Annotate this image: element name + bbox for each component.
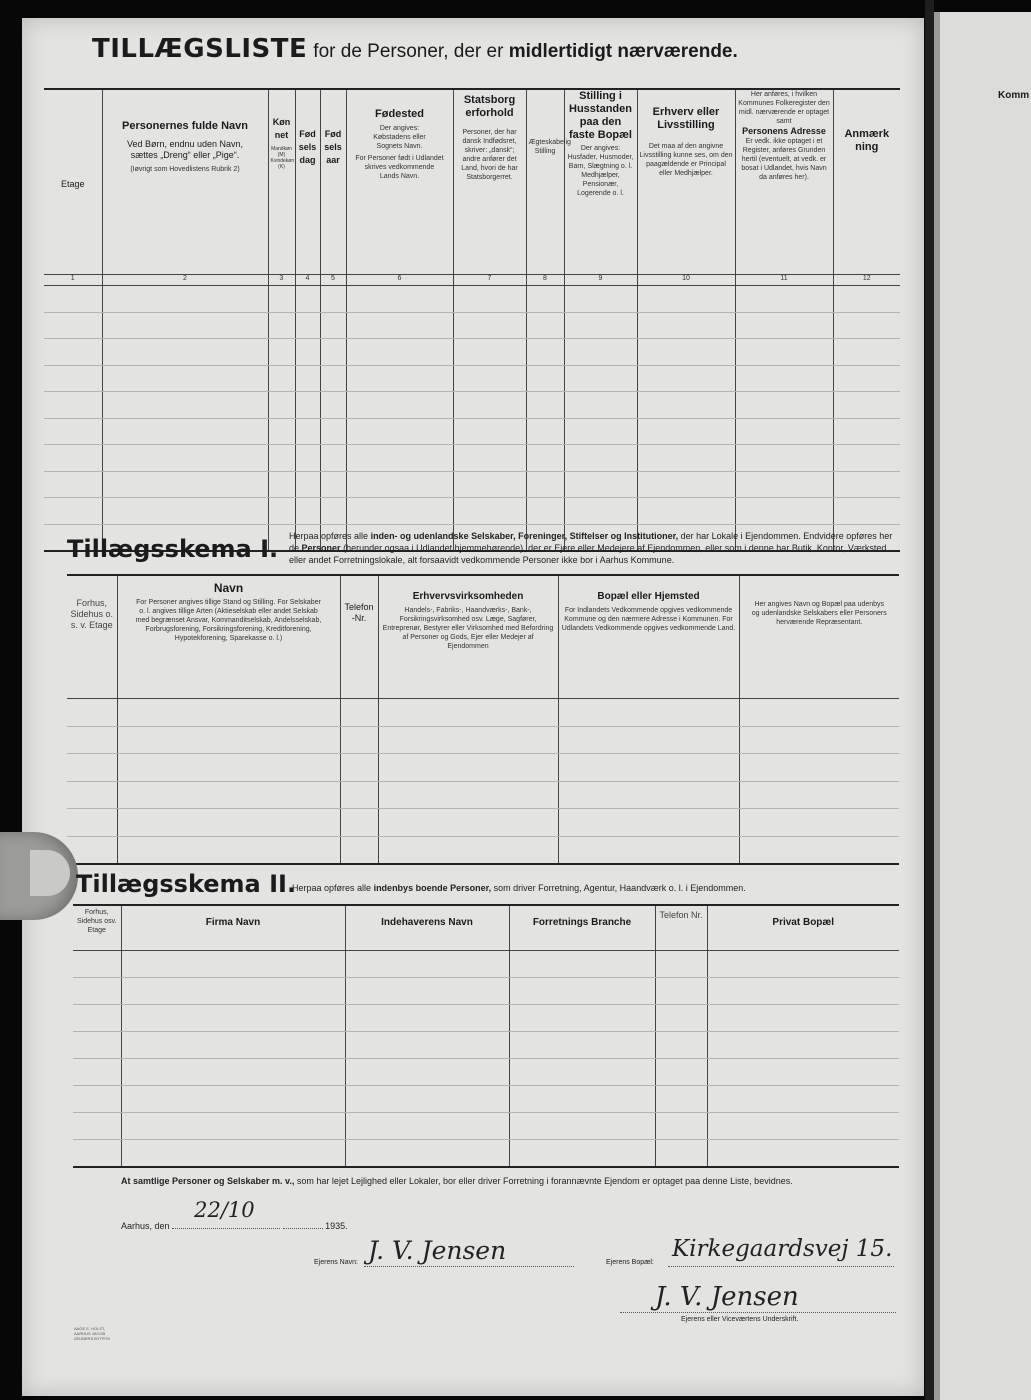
col-personens-adresse: Her anføres, i hvilken Kommunes Folkeregister den midl. nærværende er optaget samt Personens Adresse Er vedk. ikke optaget i et Register, anføres Grunden hertil (eventuelt, at vedk. er bosat i Udlandet, hvis Navn da anføres her). xyxy=(735,89,833,275)
col-erhverv: Erhverv eller Livsstilling Det maa af den angivne Livsstilling kunne ses, om den paagældende er Principal eller Medhjælper. xyxy=(637,89,735,275)
col-aegteskabelig: Ægteskabelig Stilling xyxy=(526,89,564,275)
table-row xyxy=(44,445,900,472)
table-cell[interactable] xyxy=(320,339,346,366)
table-cell[interactable] xyxy=(564,365,637,392)
table-row xyxy=(44,365,900,392)
table-cell[interactable] xyxy=(295,498,320,525)
table-row xyxy=(67,836,899,864)
table-row xyxy=(73,1005,899,1032)
table-cell[interactable] xyxy=(526,392,564,419)
table-cell[interactable] xyxy=(526,498,564,525)
table-cell[interactable] xyxy=(707,1059,899,1086)
table-cell[interactable] xyxy=(526,471,564,498)
table-cell[interactable] xyxy=(453,365,526,392)
table-cell[interactable] xyxy=(509,1059,655,1086)
table-cell[interactable] xyxy=(655,1059,707,1086)
table-cell[interactable] xyxy=(564,312,637,339)
table-cell[interactable] xyxy=(346,418,453,445)
table-cell[interactable] xyxy=(526,445,564,472)
table-cell[interactable] xyxy=(102,418,268,445)
table-cell[interactable] xyxy=(102,286,268,313)
table-row xyxy=(73,1113,899,1140)
table-cell[interactable] xyxy=(268,418,295,445)
table-cell[interactable] xyxy=(739,754,899,782)
table-cell[interactable] xyxy=(73,1059,121,1086)
table-cell[interactable] xyxy=(637,312,735,339)
skema1-description: Herpaa opføres alle inden- og udenlandske Selskaber, Foreninger, Stiftelser og Institutioner, der har Lokale i Ejendommen. Endvidere opføres her de Personer (herunder ogsaa i Udlandet hjemmehørende), der er Ejere eller Medejere af Ejendommen, eller som i denne har Butik, Kontor, Værksted eller andet Forretningslokale, alt forsaavidt vedkommende Personer ikke bor i Aarhus Kommune. xyxy=(289,531,893,565)
table-cell[interactable] xyxy=(453,445,526,472)
table-cell[interactable] xyxy=(73,978,121,1005)
signature-handwriting: J. V. Jensen xyxy=(655,1282,799,1312)
table-cell[interactable] xyxy=(67,781,117,809)
table-cell[interactable] xyxy=(121,1140,345,1168)
table-cell[interactable] xyxy=(564,286,637,313)
table-cell[interactable] xyxy=(295,312,320,339)
table-cell[interactable] xyxy=(320,286,346,313)
col-number: 7 xyxy=(453,275,526,286)
table-cell[interactable] xyxy=(121,1005,345,1032)
table-cell[interactable] xyxy=(44,445,102,472)
table-cell[interactable] xyxy=(346,445,453,472)
footer-date-line: Aarhus, den 22/10 1935. xyxy=(121,1198,348,1231)
col-foedested: Fødested Der angives: Købstadens eller Sognets Navn. For Personer født i Udlandet skrives vedkommende Lands Navn. xyxy=(346,89,453,275)
table-cell[interactable] xyxy=(44,365,102,392)
table-cell[interactable] xyxy=(378,809,558,837)
owner-name-handwriting: J. V. Jensen xyxy=(368,1236,507,1265)
signature-label: Ejerens eller Viceværtens Underskrift. xyxy=(681,1316,799,1323)
table-cell[interactable] xyxy=(655,1005,707,1032)
table-cell[interactable] xyxy=(378,699,558,727)
main-list-rows xyxy=(44,286,900,552)
table-cell[interactable] xyxy=(509,1086,655,1113)
table-cell[interactable] xyxy=(735,286,833,313)
col-navn: Personernes fulde Navn Ved Børn, endnu uden Navn, sættes „Dreng“ eller „Pige“. (Iøvrigt som Hovedlistens Rubrik 2) xyxy=(102,89,268,275)
table-cell[interactable] xyxy=(121,1113,345,1140)
table-cell[interactable] xyxy=(102,365,268,392)
table-cell[interactable] xyxy=(735,445,833,472)
table-cell[interactable] xyxy=(117,754,340,782)
table-cell[interactable] xyxy=(295,286,320,313)
table-cell[interactable] xyxy=(453,392,526,419)
table-cell[interactable] xyxy=(526,365,564,392)
table-cell[interactable] xyxy=(117,809,340,837)
table-cell[interactable] xyxy=(833,312,900,339)
table-cell[interactable] xyxy=(320,392,346,419)
table-cell[interactable] xyxy=(509,978,655,1005)
table-cell[interactable] xyxy=(739,836,899,864)
table-cell[interactable] xyxy=(558,726,739,754)
table-cell[interactable] xyxy=(117,726,340,754)
table-row xyxy=(73,1086,899,1113)
s1-col-telefon: Telefon-Nr. xyxy=(340,575,378,699)
col-foedselsaar: Fødselsaar xyxy=(320,89,346,275)
table-cell[interactable] xyxy=(707,951,899,978)
table-cell[interactable] xyxy=(707,1086,899,1113)
table-cell[interactable] xyxy=(564,392,637,419)
table-cell[interactable] xyxy=(340,781,378,809)
table-cell[interactable] xyxy=(345,1086,509,1113)
table-cell[interactable] xyxy=(453,312,526,339)
table-cell[interactable] xyxy=(346,286,453,313)
table-cell[interactable] xyxy=(558,809,739,837)
table-cell[interactable] xyxy=(44,286,102,313)
table-cell[interactable] xyxy=(735,365,833,392)
table-cell[interactable] xyxy=(509,1032,655,1059)
table-cell[interactable] xyxy=(637,471,735,498)
s2-col-telefon: Telefon Nr. xyxy=(655,905,707,951)
col-number: 12 xyxy=(833,275,900,286)
table-cell[interactable] xyxy=(735,312,833,339)
main-list-table xyxy=(44,88,900,552)
col-number: 10 xyxy=(637,275,735,286)
s1-col-bopael: Bopæl eller Hjemsted For Indlandets Vedkommende opgives vedkommende Kommune og den nærmere Adresse i Kommunen. For Udlandets Vedkommende opgives vedkommende Land. xyxy=(558,575,739,699)
s1-col-repraesentant: Her angives Navn og Bopæl paa udenbys og udenlandske Selskabers eller Personers herværende Repræsentant. xyxy=(739,575,899,699)
col-number: 5 xyxy=(320,275,346,286)
table-cell[interactable] xyxy=(739,699,899,727)
table-cell[interactable] xyxy=(268,498,295,525)
table-cell[interactable] xyxy=(102,498,268,525)
table-cell[interactable] xyxy=(453,418,526,445)
col-foedselsdag: Fødselsdag xyxy=(295,89,320,275)
table-cell[interactable] xyxy=(707,1140,899,1168)
table-cell[interactable] xyxy=(509,951,655,978)
table-cell[interactable] xyxy=(558,836,739,864)
table-cell[interactable] xyxy=(73,1140,121,1168)
skema2-rows xyxy=(73,951,899,1168)
table-cell[interactable] xyxy=(320,471,346,498)
table-cell[interactable] xyxy=(833,498,900,525)
s1-col-navn: Navn For Personer angives tillige Stand og Stilling. For Selskaber o. l. angives tillige Arten (Aktieselskab eller andet Selskab med begrænset Ansvar, Kommanditselskab, Andelsselskab, Forbrugsforening, Forsikringsforening, Kreditforening, Hypotekforening, Sparekasse o. l.) xyxy=(117,575,340,699)
s2-col-indehaver: Indehaverens Navn xyxy=(345,905,509,951)
table-cell[interactable] xyxy=(73,1005,121,1032)
table-row xyxy=(67,781,899,809)
table-cell[interactable] xyxy=(44,418,102,445)
table-cell[interactable] xyxy=(345,951,509,978)
table-cell[interactable] xyxy=(637,286,735,313)
table-cell[interactable] xyxy=(655,978,707,1005)
table-cell[interactable] xyxy=(295,445,320,472)
table-cell[interactable] xyxy=(453,471,526,498)
owner-name-label: Ejerens Navn: xyxy=(314,1259,358,1266)
table-cell[interactable] xyxy=(655,1113,707,1140)
table-cell[interactable] xyxy=(346,498,453,525)
table-cell[interactable] xyxy=(739,726,899,754)
table-cell[interactable] xyxy=(320,498,346,525)
table-cell[interactable] xyxy=(655,1032,707,1059)
table-cell[interactable] xyxy=(102,471,268,498)
s2-col-etage: Forhus, Sidehus osv. Etage xyxy=(73,905,121,951)
col-number: 6 xyxy=(346,275,453,286)
footer-statement: At samtlige Personer og Selskaber m. v., som har lejet Lejlighed eller Lokaler, bor eller driver Forretning i forannævnte Ejendom er optaget paa denne Liste, bevidnes. xyxy=(121,1176,793,1186)
table-cell[interactable] xyxy=(44,471,102,498)
table-row xyxy=(73,951,899,978)
table-row xyxy=(44,392,900,419)
table-cell[interactable] xyxy=(526,312,564,339)
col-number: 11 xyxy=(735,275,833,286)
table-cell[interactable] xyxy=(268,339,295,366)
table-cell[interactable] xyxy=(67,726,117,754)
table-cell[interactable] xyxy=(526,286,564,313)
skema2-table xyxy=(73,904,899,1168)
col-number: 9 xyxy=(564,275,637,286)
skema2-title: Tillægsskema II. xyxy=(76,870,297,898)
table-cell[interactable] xyxy=(340,726,378,754)
table-cell[interactable] xyxy=(739,781,899,809)
table-row xyxy=(73,1140,899,1168)
table-cell[interactable] xyxy=(655,951,707,978)
table-cell[interactable] xyxy=(655,1140,707,1168)
table-cell[interactable] xyxy=(73,1113,121,1140)
table-cell[interactable] xyxy=(268,365,295,392)
skema1-title: Tillægsskema I. xyxy=(67,535,279,563)
table-cell[interactable] xyxy=(121,1032,345,1059)
table-row xyxy=(44,418,900,445)
col-number: 2 xyxy=(102,275,268,286)
table-cell[interactable] xyxy=(67,699,117,727)
table-cell[interactable] xyxy=(117,836,340,864)
col-anmaerkning: Anmærkning xyxy=(833,89,900,275)
table-cell[interactable] xyxy=(564,471,637,498)
table-row xyxy=(67,726,899,754)
table-cell[interactable] xyxy=(637,418,735,445)
main-title xyxy=(92,34,738,64)
col-number: 4 xyxy=(295,275,320,286)
col-number: 8 xyxy=(526,275,564,286)
table-cell[interactable] xyxy=(345,1059,509,1086)
table-cell[interactable] xyxy=(73,1086,121,1113)
table-cell[interactable] xyxy=(345,1140,509,1168)
table-cell[interactable] xyxy=(378,836,558,864)
table-cell[interactable] xyxy=(320,365,346,392)
table-cell[interactable] xyxy=(453,286,526,313)
table-cell[interactable] xyxy=(67,809,117,837)
table-cell[interactable] xyxy=(345,1005,509,1032)
table-cell[interactable] xyxy=(637,339,735,366)
table-cell[interactable] xyxy=(833,392,900,419)
table-cell[interactable] xyxy=(655,1086,707,1113)
table-cell[interactable] xyxy=(833,418,900,445)
table-cell[interactable] xyxy=(320,418,346,445)
table-cell[interactable] xyxy=(121,1059,345,1086)
table-cell[interactable] xyxy=(564,445,637,472)
table-cell[interactable] xyxy=(833,365,900,392)
skema2-description: Herpaa opføres alle indenbys boende Personer, som driver Forretning, Agentur, Haandværk o. l. i Ejendommen. xyxy=(292,883,746,893)
col-etage: Etage xyxy=(44,89,102,275)
main-title-big: TILLÆGSLISTE xyxy=(92,34,308,64)
table-cell[interactable] xyxy=(564,339,637,366)
table-cell[interactable] xyxy=(345,978,509,1005)
table-cell[interactable] xyxy=(707,1005,899,1032)
table-cell[interactable] xyxy=(833,445,900,472)
owner-address-label: Ejerens Bopæl: xyxy=(606,1259,654,1266)
table-cell[interactable] xyxy=(268,445,295,472)
table-cell[interactable] xyxy=(558,754,739,782)
table-cell[interactable] xyxy=(833,339,900,366)
table-cell[interactable] xyxy=(346,339,453,366)
main-title-bold: midlertidigt nærværende. xyxy=(508,41,738,62)
table-cell[interactable] xyxy=(44,312,102,339)
table-cell[interactable] xyxy=(121,951,345,978)
table-cell[interactable] xyxy=(509,1113,655,1140)
table-cell[interactable] xyxy=(44,339,102,366)
table-cell[interactable] xyxy=(44,392,102,419)
table-cell[interactable] xyxy=(295,392,320,419)
table-row xyxy=(44,286,900,313)
table-cell[interactable] xyxy=(637,392,735,419)
skema1-table xyxy=(67,574,899,865)
table-cell[interactable] xyxy=(102,392,268,419)
table-cell[interactable] xyxy=(340,699,378,727)
table-cell[interactable] xyxy=(268,471,295,498)
table-cell[interactable] xyxy=(102,339,268,366)
table-cell[interactable] xyxy=(67,754,117,782)
s2-col-privat-bopael: Privat Bopæl xyxy=(707,905,899,951)
table-cell[interactable] xyxy=(340,836,378,864)
table-cell[interactable] xyxy=(73,951,121,978)
table-cell[interactable] xyxy=(345,1113,509,1140)
table-cell[interactable] xyxy=(526,339,564,366)
table-cell[interactable] xyxy=(73,1032,121,1059)
table-cell[interactable] xyxy=(453,498,526,525)
table-cell[interactable] xyxy=(833,471,900,498)
table-cell[interactable] xyxy=(637,498,735,525)
handwritten-date: 22/10 xyxy=(194,1198,255,1222)
table-cell[interactable] xyxy=(340,754,378,782)
table-cell[interactable] xyxy=(346,312,453,339)
col-number: 1 xyxy=(44,275,102,286)
table-cell[interactable] xyxy=(564,418,637,445)
table-cell[interactable] xyxy=(345,1032,509,1059)
col-koennet: Kønnet Mandkøn (M) Kvindekøn (K) xyxy=(268,89,295,275)
table-cell[interactable] xyxy=(121,1086,345,1113)
table-cell[interactable] xyxy=(453,339,526,366)
table-cell[interactable] xyxy=(102,312,268,339)
table-cell[interactable] xyxy=(735,418,833,445)
table-row xyxy=(67,699,899,727)
table-cell[interactable] xyxy=(117,699,340,727)
table-cell[interactable] xyxy=(295,418,320,445)
table-cell[interactable] xyxy=(735,339,833,366)
table-cell[interactable] xyxy=(707,1113,899,1140)
table-cell[interactable] xyxy=(340,809,378,837)
table-cell[interactable] xyxy=(378,726,558,754)
facing-page xyxy=(934,12,1031,1400)
table-row xyxy=(73,1059,899,1086)
table-cell[interactable] xyxy=(564,498,637,525)
table-cell[interactable] xyxy=(735,471,833,498)
table-cell[interactable] xyxy=(295,471,320,498)
skema1-rows xyxy=(67,699,899,865)
table-cell[interactable] xyxy=(295,339,320,366)
s2-col-firma: Firma Navn xyxy=(121,905,345,951)
table-cell[interactable] xyxy=(509,1140,655,1168)
col-stilling-husstand: Stilling i Husstanden paa den faste Bopæl Der angives: Husfader, Husmoder, Barn, Slægtning o. l. Medhjælper, Pensionær, Logerende o. l. xyxy=(564,89,637,275)
table-row xyxy=(67,809,899,837)
table-row xyxy=(44,339,900,366)
table-cell[interactable] xyxy=(346,471,453,498)
table-row xyxy=(44,498,900,525)
table-row xyxy=(67,754,899,782)
table-cell[interactable] xyxy=(346,365,453,392)
table-cell[interactable] xyxy=(833,286,900,313)
table-row xyxy=(73,1032,899,1059)
table-row xyxy=(44,312,900,339)
table-cell[interactable] xyxy=(117,781,340,809)
table-cell[interactable] xyxy=(378,781,558,809)
table-cell[interactable] xyxy=(378,754,558,782)
s2-col-branche: Forretnings Branche xyxy=(509,905,655,951)
facing-page-fragment: Komm xyxy=(998,90,1030,101)
main-title-pre: for de Personer, der er xyxy=(313,41,504,62)
table-cell[interactable] xyxy=(121,978,345,1005)
table-row xyxy=(73,978,899,1005)
table-cell[interactable] xyxy=(735,498,833,525)
table-cell[interactable] xyxy=(320,312,346,339)
table-cell[interactable] xyxy=(558,699,739,727)
table-cell[interactable] xyxy=(44,498,102,525)
table-cell[interactable] xyxy=(707,978,899,1005)
table-cell[interactable] xyxy=(637,445,735,472)
printer-imprint: AAGE E. HOLST, AARHUS JACOB ZEUNERS BYTRYK xyxy=(74,1326,111,1341)
table-cell[interactable] xyxy=(102,445,268,472)
table-cell[interactable] xyxy=(268,392,295,419)
table-cell[interactable] xyxy=(707,1032,899,1059)
table-cell[interactable] xyxy=(637,365,735,392)
table-cell[interactable] xyxy=(526,418,564,445)
table-cell[interactable] xyxy=(268,312,295,339)
owner-address-handwriting: Kirkegaardsvej 15. xyxy=(672,1236,893,1262)
table-row xyxy=(44,471,900,498)
col-statsborgerforhold: Statsborgerforhold Personer, der har dansk Indfødsret, skriver: „dansk“; andre anfører det Land, hvori de har Statsborgerret. xyxy=(453,89,526,275)
book-spine xyxy=(925,0,934,1400)
table-cell[interactable] xyxy=(558,781,739,809)
table-cell[interactable] xyxy=(346,392,453,419)
col-number: 3 xyxy=(268,275,295,286)
table-cell[interactable] xyxy=(268,286,295,313)
table-cell[interactable] xyxy=(320,445,346,472)
table-cell[interactable] xyxy=(509,1005,655,1032)
table-cell[interactable] xyxy=(739,809,899,837)
table-cell[interactable] xyxy=(735,392,833,419)
s1-col-etage: Forhus, Sidehus o. s. v. Etage xyxy=(67,575,117,699)
s1-col-erhverv: Erhvervsvirksomheden Handels-, Fabriks-, Haandværks-, Bank-, Forsikringsvirksomhed osv. Læge, Sagfører, Entreprenør, Bestyrer eller Virksomhed med Befordring af Personer og Gods, Ejer eller Medejer af Ejendommen xyxy=(378,575,558,699)
table-cell[interactable] xyxy=(295,365,320,392)
